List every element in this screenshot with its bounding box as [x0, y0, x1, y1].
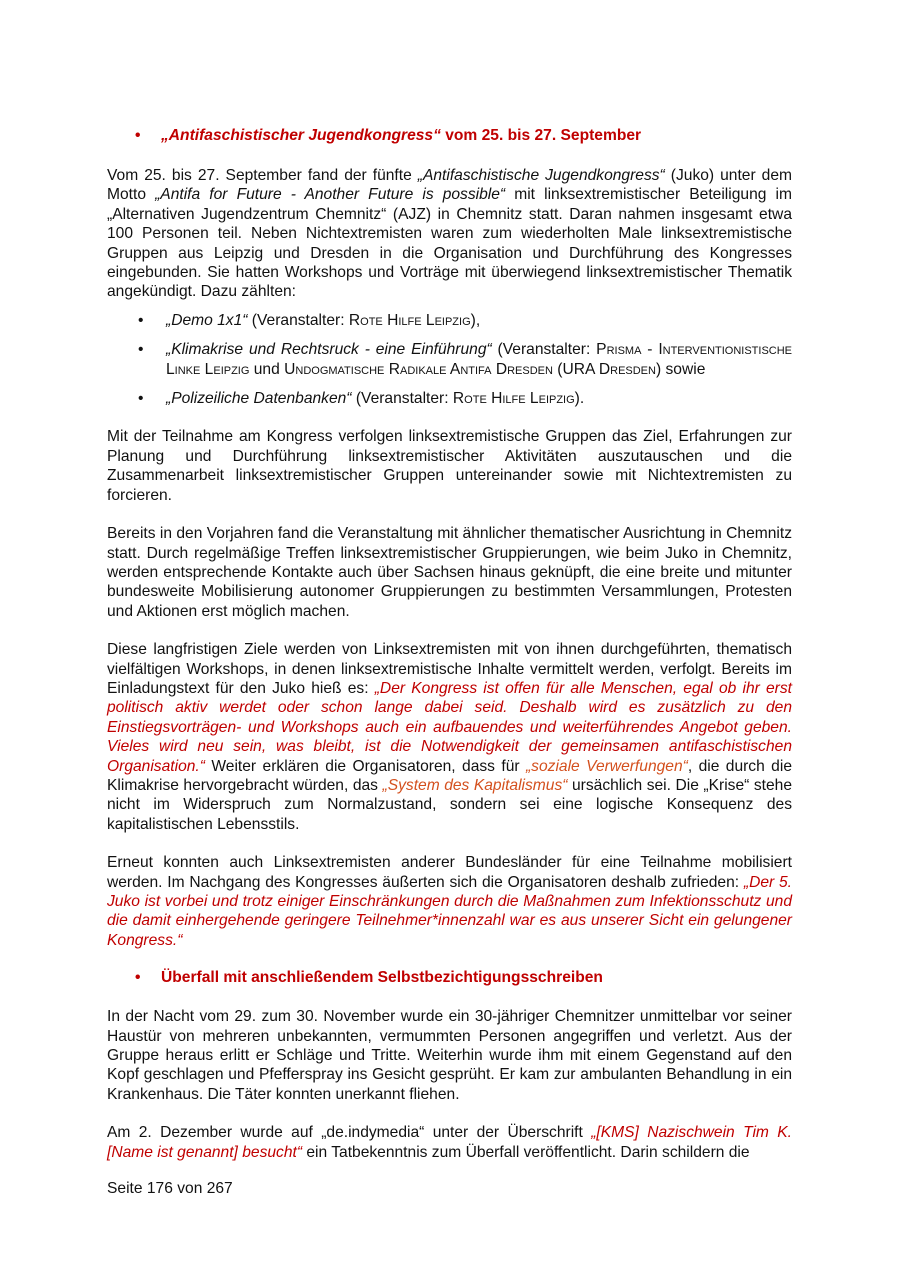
- workshop-title: „Demo 1x1“: [166, 311, 248, 329]
- text: Am 2. Dezember wurde auf „de.indymedia“ unter der Überschrift: [107, 1124, 592, 1142]
- list-item: [107, 389, 792, 408]
- text: Vom 25. bis 27. September fand der fünfte: [107, 167, 418, 184]
- text: Weiter erklären die Organisatoren, dass für: [204, 757, 526, 775]
- organizer: Rote Hilfe Leipzig: [452, 390, 575, 408]
- text: Diese langfristigen Ziele werden von Linksextremisten mit von ihnen durchgeführten, thematisch vielfältigen Workshops, in denen linksextremistische Inhalte vermittelt werden, verfolgt. Bereits im Einladungstext für den Juko hieß es:: [107, 641, 792, 697]
- bullet-icon: •: [138, 390, 144, 408]
- bullet-icon: •: [138, 341, 144, 359]
- text: ursächlich sei. Die „Krise“ stehe nicht im Widerspruch zum Normalzustand, sondern sei eine logische Konsequenz des kapitalistischen Lebensstils.: [107, 776, 792, 833]
- section-heading-jugendkongress: [107, 126, 792, 146]
- section-heading-ueberfall: [107, 968, 792, 988]
- heading-date: vom 25. bis 27. September: [440, 127, 642, 144]
- quote: „System des Kapitalismus“: [382, 776, 568, 794]
- text: (Veranstalter:: [247, 311, 349, 329]
- workshop-title: „Klimakrise und Rechtsruck - eine Einführung“: [166, 341, 492, 359]
- bullet-icon: •: [135, 127, 141, 144]
- text: (Juko) unter dem Motto: [107, 167, 793, 204]
- text-italic: „Antifaschistische Jugendkongress“: [417, 167, 665, 184]
- text: ),: [470, 311, 481, 329]
- heading-title: „Antifaschistischer Jugendkongress“: [161, 127, 441, 144]
- organizer: Rote Hilfe Leipzig: [348, 311, 471, 329]
- quote: „[KMS] Nazischwein Tim K. [Name ist genannt] besucht“: [107, 1124, 792, 1161]
- organizer: Prisma - Interventionistische Linke Leipzig: [166, 341, 793, 378]
- text-italic: „Antifa for Future - Another Future is possible“: [155, 186, 506, 204]
- list-item: [107, 311, 792, 330]
- workshop-list: [107, 311, 792, 409]
- bullet-icon: •: [135, 969, 141, 987]
- bullet-icon: •: [138, 311, 144, 329]
- text: mit linksextremistischer Beteiligung im „Alternativen Jugendzentrum Chemnitz“ (AJZ) in Chemnitz statt. Daran nahmen insgesamt etwa 100 Personen teil. Neben Nichtextremisten waren zum wiederholten Male linksextremistische Gruppen aus Leipzig und Dresden in die Organisation und Durchführung des Kongresses eingebunden. Sie hatten Workshops und Vorträge mit überwiegend linksextremistischer Thematik angekündigt. Dazu zählten:: [107, 186, 792, 301]
- quote: „Der 5. Juko ist vorbei und trotz einiger Einschränkungen durch die Maßnahmen zum Infektionsschutz und die damit einhergehende geringere Teilnehmer*innenzahl war es aus unserer Sicht ein gelungener Kongress.“: [107, 873, 792, 949]
- paragraph-mobilisation: [107, 853, 792, 950]
- quote: „Der Kongress ist offen für alle Menschen, egal ob ihr erst politisch aktiv werdet oder schon lange dabei seid. Deshalb wird es zusätzlich zu den Einstiegsvorträgen- und Workshops auch ein aufbauendes und weiterführendes Angebot geben. Vieles wird neu sein, was bleibt, ist die Notwendigkeit der gemeinsamen antifaschistischen Organisation.“: [107, 679, 792, 775]
- paragraph-attack: In der Nacht vom 29. zum 30. November wurde ein 30-jähriger Chemnitzer unmittelbar vor seiner Haustür von mehreren unbekannten, vermummten Personen angegriffen und verletzt. Aus der Gruppe heraus erlitt er Schläge und Tritte. Weiterhin wurde ihm mit einem Gegenstand auf den Kopf geschlagen und Pfefferspray ins Gesicht gesprüht. Er kam zur ambulanten Behandlung in ein Krankenhaus. Die Täter konnten unerkannt fliehen.: [107, 1008, 792, 1103]
- paragraph-invitation: [107, 640, 792, 834]
- text: (Veranstalter:: [491, 341, 597, 359]
- paragraph-claim: [107, 1123, 792, 1162]
- text: Erneut konnten auch Linksextremisten anderer Bundesländer für eine Teilnahme mobilisiert werden. Im Nachgang des Kongresses äußerten sich die Organisatoren deshalb zufrieden:: [107, 854, 792, 891]
- text: , die durch die Klimakrise hervorgebracht würden, das: [107, 757, 792, 794]
- text: ein Tatbekenntnis zum Überfall veröffentlicht. Darin schildern die: [302, 1143, 750, 1161]
- workshop-title: „Polizeiliche Datenbanken“: [166, 390, 352, 408]
- quote: „soziale Verwerfungen“: [525, 757, 688, 775]
- page-number: Seite 176 von 267: [107, 1180, 233, 1197]
- text: (URA: [552, 360, 599, 378]
- organizer: Undogmatische Radikale Antifa Dresden: [284, 360, 553, 378]
- heading-title: Überfall mit anschließendem Selbstbezichtigungsschreiben: [161, 969, 603, 987]
- text: (Veranstalter:: [351, 390, 453, 408]
- paragraph-previous-years: Bereits in den Vorjahren fand die Veranstaltung mit ähnlicher thematischer Ausrichtung in Chemnitz statt. Durch regelmäßige Treffen linksextremistischer Gruppierungen, wie beim Juko in Chemnitz, werden entsprechende Kontakte auch über Sachsen hinaus geknüpft, die eine breite und mitunter bundesweite Mobilisierung autonomer Gruppierungen zu bestimmten Versammlungen, Protesten und Aktionen erst möglich machen.: [107, 525, 792, 620]
- text: ).: [574, 390, 585, 408]
- paragraph-intro: [107, 166, 792, 302]
- text: ) sowie: [655, 360, 706, 378]
- organizer: Dresden: [598, 360, 656, 378]
- document-page: [107, 126, 792, 1162]
- text: und: [249, 360, 285, 378]
- paragraph-goals: Mit der Teilnahme am Kongress verfolgen linksextremistische Gruppen das Ziel, Erfahrungen zur Planung und Durchführung linksextremistischer Aktivitäten auszutauschen und die Zusammenarbeit linksextremistischer Gruppen untereinander sowie mit Nichtextremisten zu forcieren.: [107, 428, 792, 504]
- list-item: [107, 340, 792, 379]
